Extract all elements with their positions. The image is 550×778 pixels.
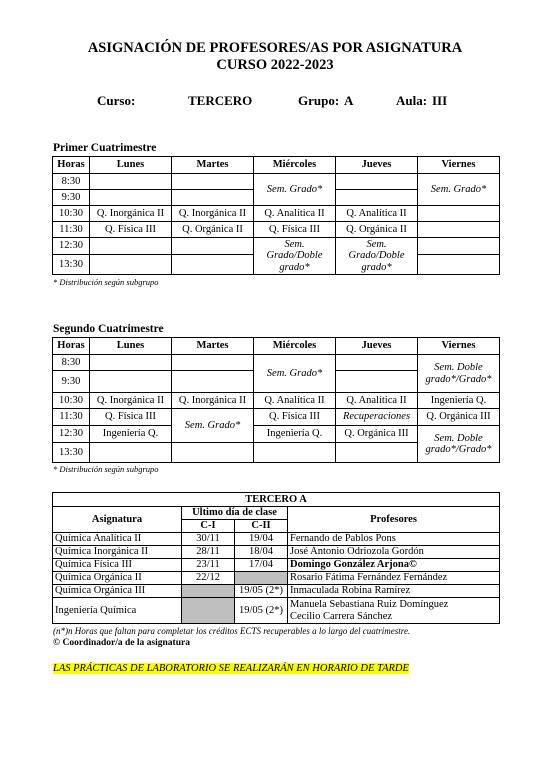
header-horas: Horas: [53, 157, 90, 174]
time-cell: 13:30: [53, 443, 90, 463]
seminar-cell: Sem. Doble grado*/Grado*: [418, 426, 500, 463]
ci-date-cell: 30/11: [182, 533, 235, 546]
header-martes: Martes: [172, 338, 254, 355]
header-viernes: Viernes: [418, 157, 500, 174]
empty-grey-cell: [182, 585, 235, 598]
seminar-cell: Sem. Grado*: [254, 355, 336, 393]
teacher-name: Manuela Sebastiana Ruiz Domínguez: [290, 599, 449, 610]
time-cell: 12:30: [53, 426, 90, 443]
class-cell: Recuperaciones: [336, 409, 418, 426]
class-cell: Q. Analítica II: [254, 393, 336, 409]
table-row: [53, 559, 500, 572]
ects-note: (n*)n Horas que faltan para completar los créditos ECTS recuperables a lo largo del cuatrimestre.: [53, 626, 411, 636]
class-cell: Q. Física III: [90, 222, 172, 238]
teacher-cell: [288, 598, 500, 624]
header-lunes: Lunes: [90, 338, 172, 355]
time-cell: 8:30: [53, 355, 90, 371]
table-row: [53, 598, 500, 624]
class-cell: Q. Analítica II: [254, 206, 336, 222]
teacher-name: Cecilio Carrera Sánchez: [290, 610, 393, 622]
teacher-cell: Fernando de Pablos Pons: [288, 533, 500, 546]
curso-label: Curso:: [97, 93, 136, 108]
class-cell: Q. Inorgánica II: [90, 393, 172, 409]
class-cell: Q. Orgánica II: [336, 222, 418, 238]
seminar-cell: Sem. Grado/Doble grado*: [336, 238, 418, 275]
class-cell: Q. Inorgánica II: [172, 393, 254, 409]
ci-date-cell: 28/11: [182, 546, 235, 559]
col-cii: C-II: [235, 520, 288, 533]
header-jueves: Jueves: [336, 338, 418, 355]
header-miercoles: Miércoles: [254, 338, 336, 355]
header-miercoles: Miércoles: [254, 157, 336, 174]
teacher-cell: José Antonio Odriozola Gordón: [288, 546, 500, 559]
header-lunes: Lunes: [90, 157, 172, 174]
class-cell: Q. Inorgánica II: [90, 206, 172, 222]
seminar-cell: Sem. Grado*: [418, 174, 500, 206]
subject-cell: Química Física III: [53, 559, 182, 572]
class-cell: Q. Orgánica II: [172, 222, 254, 238]
header-martes: Martes: [172, 157, 254, 174]
ci-date-cell: 23/11: [182, 559, 235, 572]
second-semester-timetable: [52, 337, 500, 463]
group-title: TERCERO A: [53, 493, 500, 507]
subject-cell: Química Inorgánica II: [53, 546, 182, 559]
time-cell: 9:30: [53, 371, 90, 393]
teacher-cell: Rosario Fátima Fernández Fernández: [288, 572, 500, 585]
grupo-value: A: [344, 93, 354, 108]
time-cell: 12:30: [53, 238, 90, 255]
header-jueves: Jueves: [336, 157, 418, 174]
table-row: [53, 533, 500, 546]
grupo-label: Grupo:: [298, 93, 340, 108]
time-cell: 11:30: [53, 409, 90, 426]
first-semester-title: Primer Cuatrimestre: [53, 142, 157, 154]
time-cell: 13:30: [53, 255, 90, 275]
header-horas: Horas: [53, 338, 90, 355]
first-semester-timetable: [52, 156, 500, 275]
teacher-cell: Inmaculada Robina Ramírez: [288, 585, 500, 598]
col-ultimo-dia: Último día de clase: [182, 507, 288, 520]
lab-notice: LAS PRÁCTICAS DE LABORATORIO SE REALIZARÁN EN HORARIO DE TARDE: [53, 663, 409, 674]
class-cell: Q. Orgánica III: [336, 426, 418, 443]
cii-date-cell: 19/05 (2*): [235, 598, 288, 624]
time-cell: 8:30: [53, 174, 90, 190]
class-cell: Q. Física III: [254, 222, 336, 238]
table-row: [53, 546, 500, 559]
subject-cell: Química Orgánica II: [53, 572, 182, 585]
cii-date-cell: 17/04: [235, 559, 288, 572]
teacher-assignment-table: [52, 492, 500, 624]
cii-date-cell: 19/05 (2*): [235, 585, 288, 598]
cii-date-cell: 18/04: [235, 546, 288, 559]
seminar-cell: Sem. Grado*: [254, 174, 336, 206]
class-cell: Q. Analítica II: [336, 393, 418, 409]
subject-cell: Química Orgánica III: [53, 585, 182, 598]
document-title: ASIGNACIÓN DE PROFESORES/AS POR ASIGNATURA: [87, 40, 463, 56]
time-cell: 10:30: [53, 206, 90, 222]
subject-cell: Ingeniería Química: [53, 598, 182, 624]
empty-grey-cell: [235, 572, 288, 585]
class-cell: Q. Inorgánica II: [172, 206, 254, 222]
curso-value: TERCERO: [188, 93, 253, 108]
first-semester-note: * Distribución según subgrupo: [53, 277, 159, 287]
second-semester-note: * Distribución según subgrupo: [53, 464, 159, 474]
aula-value: III: [432, 93, 448, 108]
col-ci: C-I: [182, 520, 235, 533]
class-cell: Q. Orgánica III: [418, 409, 500, 426]
header-viernes: Viernes: [418, 338, 500, 355]
time-cell: 10:30: [53, 393, 90, 409]
col-asignatura: Asignatura: [53, 507, 182, 533]
coordinator-teacher-cell: Domingo González Arjona©: [288, 559, 500, 572]
seminar-cell: Sem. Grado*: [172, 409, 254, 443]
table-row: [53, 572, 500, 585]
subject-cell: Química Analítica II: [53, 533, 182, 546]
table-row: [53, 585, 500, 598]
class-cell: Ingeniería Q.: [254, 426, 336, 443]
seminar-cell: Sem. Doble grado*/Grado*: [418, 355, 500, 393]
empty-grey-cell: [182, 598, 235, 624]
cii-date-cell: 19/04: [235, 533, 288, 546]
second-semester-title: Segundo Cuatrimestre: [53, 323, 164, 335]
seminar-cell: Sem. Grado/Doble grado*: [254, 238, 336, 275]
time-cell: 9:30: [53, 190, 90, 206]
ci-date-cell: 22/12: [182, 572, 235, 585]
time-cell: 11:30: [53, 222, 90, 238]
class-cell: Ingeniería Q.: [90, 426, 172, 443]
class-cell: Ingeniería Q.: [418, 393, 500, 409]
coordinator-note: © Coordinador/a de la asignatura: [53, 638, 190, 648]
col-profesores: Profesores: [288, 507, 500, 533]
class-cell: Q. Física III: [254, 409, 336, 426]
document-subtitle: CURSO 2022-2023: [216, 57, 334, 73]
class-cell: Q. Física III: [90, 409, 172, 426]
class-cell: Q. Analítica II: [336, 206, 418, 222]
aula-label: Aula:: [396, 93, 428, 108]
